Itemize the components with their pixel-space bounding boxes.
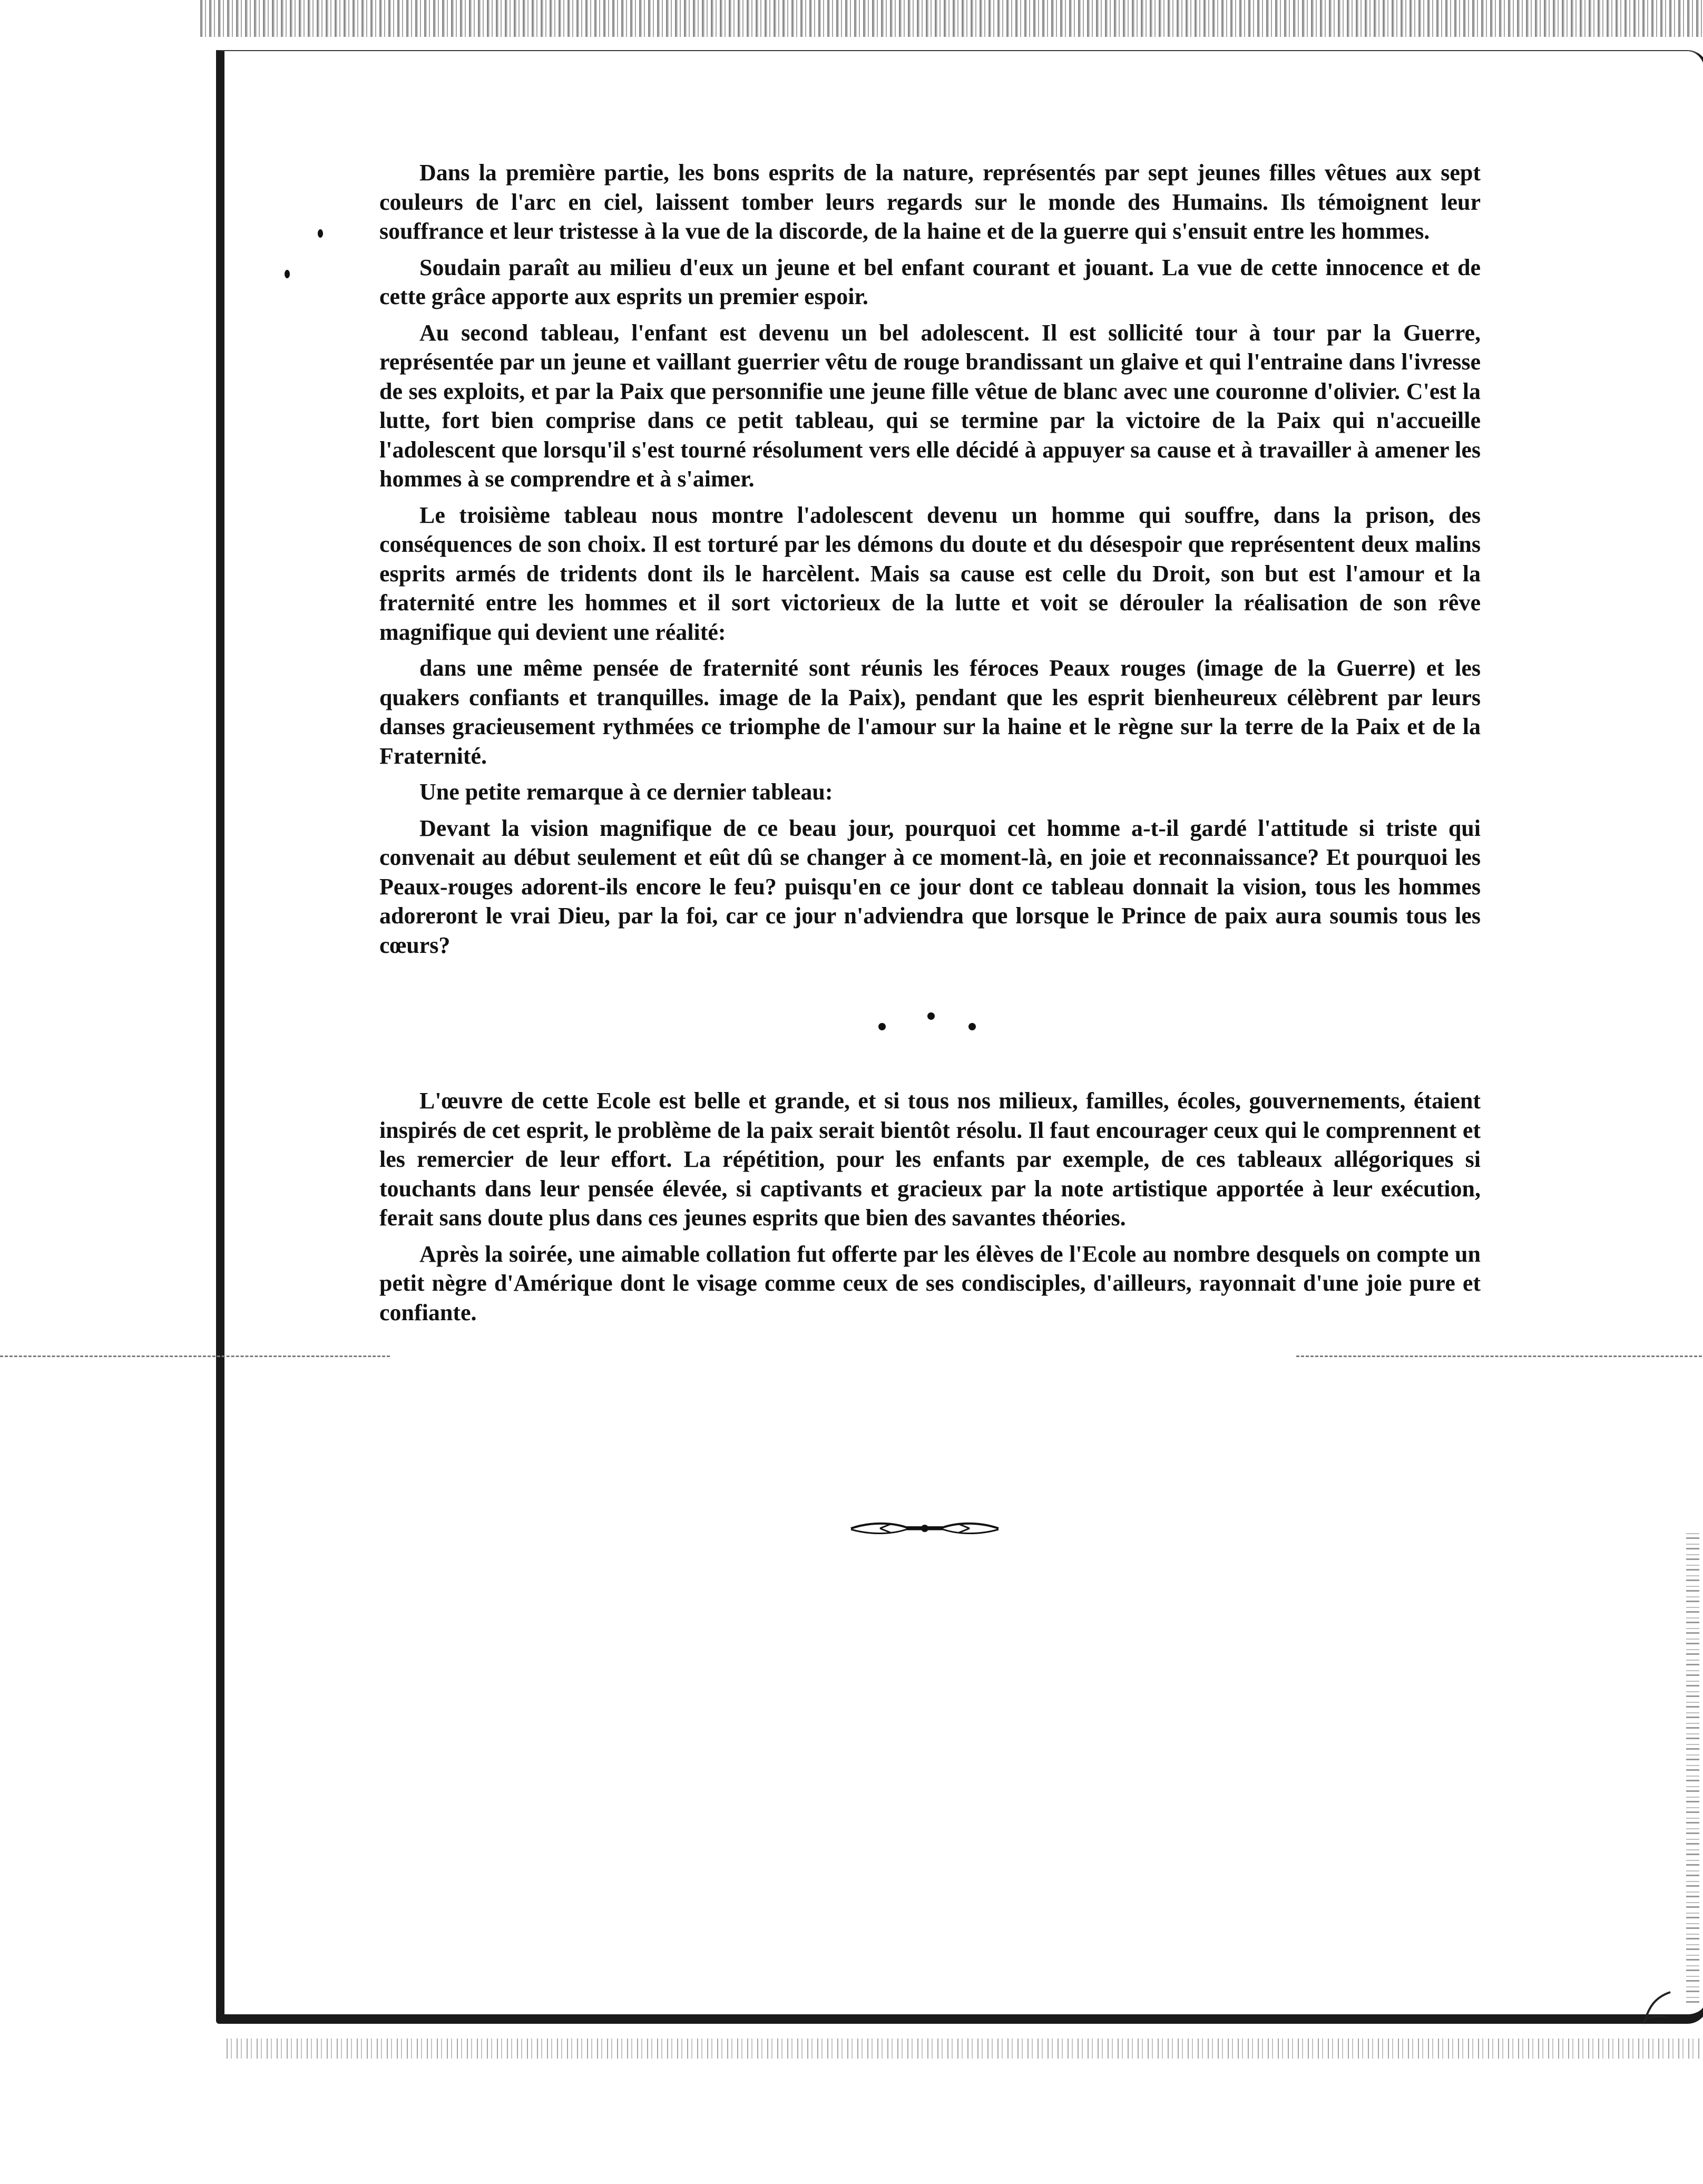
scan-noise-bottom [227,2039,1702,2059]
paragraph-child-appears: Soudain paraît au milieu d'eux un jeune et bel enfant courant et jouant. La vue de cette innocence et de cette grâce apporte aux esprits un premier espoir. [379,254,1481,309]
asterism-dot [968,1023,976,1030]
scan-noise-right [1686,1528,1699,2003]
fold-line-left [0,1356,390,1357]
asterism-dot [878,1023,886,1030]
article-body [379,158,1481,1334]
asterism-separator [379,981,1481,1055]
paragraph-third-tableau: Le troisième tableau nous montre l'adolescent devenu un homme qui souffre, dans la prison, des conséquences de son choix. Il est torturé par les démons du doute et du désespoir que représentent deux malins esprits armés de tridents dont ils le harcèlent. Mais sa cause est celle du Droit, son but est l'amour et la fraternité entre les hommes et il sort victorieux de la lutte et voit se dérouler la réalisation de son rêve magnifique qui devient une réalité: [379,502,1481,645]
asterism-dot [927,1012,935,1020]
paragraph-second-tableau: Au second tableau, l'enfant est devenu un bel adolescent. Il est sollicité tour à tour par la Guerre, représentée par un jeune et vaillant guerrier vêtu de rouge brandissant un glaive et qui l'entraine dans l'ivresse de ses exploits, et par la Paix que personnifie une jeune fille vêtue de blanc avec une couronne d'olivier. C'est la lutte, fort bien comprise dans ce petit tableau, qui se termine par la victoire de la Paix qui n'accueille l'adolescent que lorsqu'il s'est tourné résolument vers elle décidé à appuyer sa cause et à travailler à amener les hommes à se comprendre et à s'aimer. [379,319,1481,492]
paragraph-fraternity-vision: dans une même pensée de fraternité sont réunis les féroces Peaux rouges (image de la Guerre) et les quakers confiants et tranquilles. image de la Paix), pendant que les esprit bienheureux célèbrent par leurs danses gracieusement rythmées ce triomphe de l'amour sur la haine et le règne sur la terre de la Paix et de la Fraternité. [379,655,1481,769]
margin-speck [285,270,290,278]
paragraph-after-soiree: Après la soirée, une aimable collation fut offerte par les élèves de l'Ecole au nombre desquels on compte un petit nègre d'Amérique dont le visage comme ceux de ses condisciples, d'ailleurs, rayonnait d'une joie pure et confiante. [379,1241,1481,1325]
paragraph-remark-intro: Une petite remarque à ce dernier tableau: [419,779,833,805]
fold-line-right [1296,1356,1702,1357]
scan-noise-top [200,0,1703,37]
flourish-ornament-icon [848,1518,1001,1539]
paragraph-remark: Devant la vision magnifique de ce beau jour, pourquoi cet homme a-t-il gardé l'attitude si triste qui convenait au début seulement et eût dû se changer à ce moment-là, en joie et reconnaissance? Et pourquoi les Peaux-rouges adorent-ils encore le feu? puisqu'en ce jour dont ce tableau donnait la vision, tous les hommes adoreront le vrai Dieu, par la foi, car ce jour n'adviendra que lorsque le Prince de paix aura soumis tous les cœurs? [379,815,1481,958]
paragraph-school-work: L'œuvre de cette Ecole est belle et grande, et si tous nos milieux, familles, écoles, gouvernements, étaient inspirés de cet esprit, le problème de la paix serait bientôt résolu. Il faut encourager ceux qui le comprennent et les remercier de leur effort. La répétition, pour les enfants par exemple, de ces tableaux allégoriques si touchants dans leur pensée élevée, si captivants et gracieux par la note artistique apportée à leur exécution, ferait sans doute plus dans ces jeunes esprits que bien des savantes théories. [379,1088,1481,1231]
margin-speck [318,229,323,238]
paragraph-first-part: Dans la première partie, les bons esprits de la nature, représentés par sept jeunes filles vêtues aux sept couleurs de l'arc en ciel, laissent tomber leurs regards sur le monde des Humains. Ils témoignent leur souffrance et leur tristesse à la vue de la discorde, de la haine et de la guerre qui s'ensuit entre les hommes. [379,160,1481,244]
page-corner-curl-icon [1639,1987,1681,2029]
